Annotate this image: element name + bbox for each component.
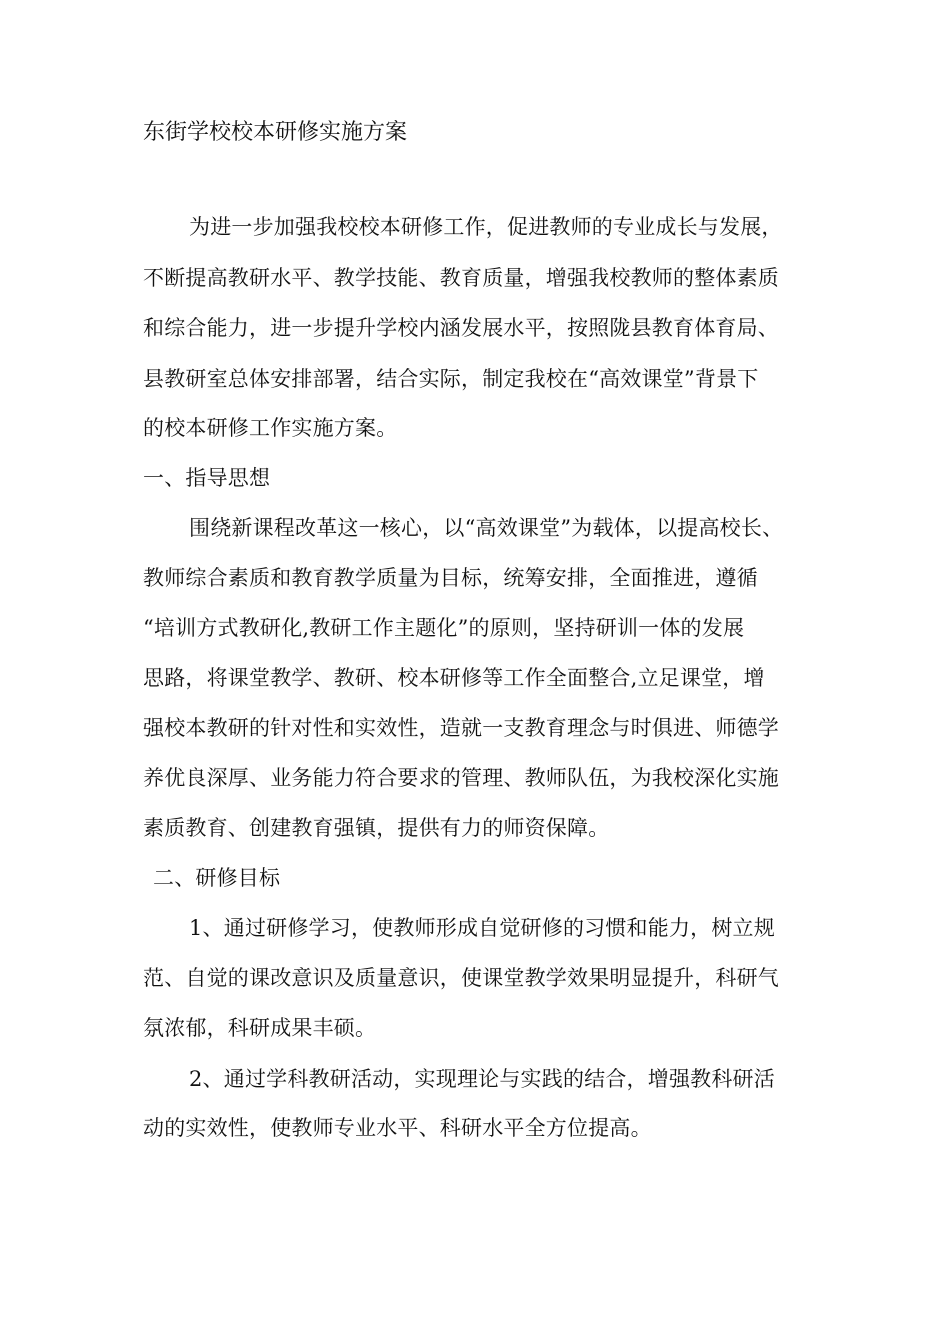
paragraph-line: 2、通过学科教研活动，实现理论与实践的结合，增强教科研活 xyxy=(189,1067,775,1091)
document-title: 东街学校校本研修实施方案 xyxy=(143,120,408,145)
paragraph-line: 1、通过研修学习，使教师形成自觉研修的习惯和能力，树立规 xyxy=(189,916,775,940)
paragraph-line: 教师综合素质和教育教学质量为目标，统筹安排，全面推进，遵循 xyxy=(143,566,758,590)
paragraph-line: 县教研室总体安排部署，结合实际，制定我校在“高效课堂”背景下 xyxy=(143,367,759,391)
paragraph-line: 不断提高教研水平、教学技能、教育质量，增强我校教师的整体素质 xyxy=(143,266,779,290)
paragraph-line: “培训方式教研化,教研工作主题化”的原则，坚持研训一体的发展 xyxy=(143,616,745,640)
paragraph-line: 范、自觉的课改意识及质量意识，使课堂教学效果明显提升，科研气 xyxy=(143,966,779,990)
paragraph-line: 强校本教研的针对性和实效性，造就一支教育理念与时俱进、师德学 xyxy=(143,716,779,740)
paragraph-line: 和综合能力，进一步提升学校内涵发展水平，按照陇县教育体育局、 xyxy=(143,316,779,340)
paragraph-line: 的校本研修工作实施方案。 xyxy=(143,416,398,440)
section-heading-training-goals: 二、研修目标 xyxy=(153,866,281,890)
paragraph-line: 素质教育、创建教育强镇，提供有力的师资保障。 xyxy=(143,816,610,840)
paragraph-line: 为进一步加强我校校本研修工作，促进教师的专业成长与发展， xyxy=(189,215,783,239)
paragraph-line: 围绕新课程改革这一核心，以“高效课堂”为载体，以提高校长、 xyxy=(189,516,784,540)
paragraph-line: 养优良深厚、业务能力符合要求的管理、教师队伍，为我校深化实施 xyxy=(143,766,779,790)
section-heading-guiding-thought: 一、指导思想 xyxy=(143,466,271,490)
paragraph-line: 氛浓郁，科研成果丰硕。 xyxy=(143,1016,377,1040)
paragraph-line: 思路，将课堂教学、教研、校本研修等工作全面整合,立足课堂，增 xyxy=(143,666,765,690)
paragraph-line: 动的实效性，使教师专业水平、科研水平全方位提高。 xyxy=(143,1116,652,1140)
